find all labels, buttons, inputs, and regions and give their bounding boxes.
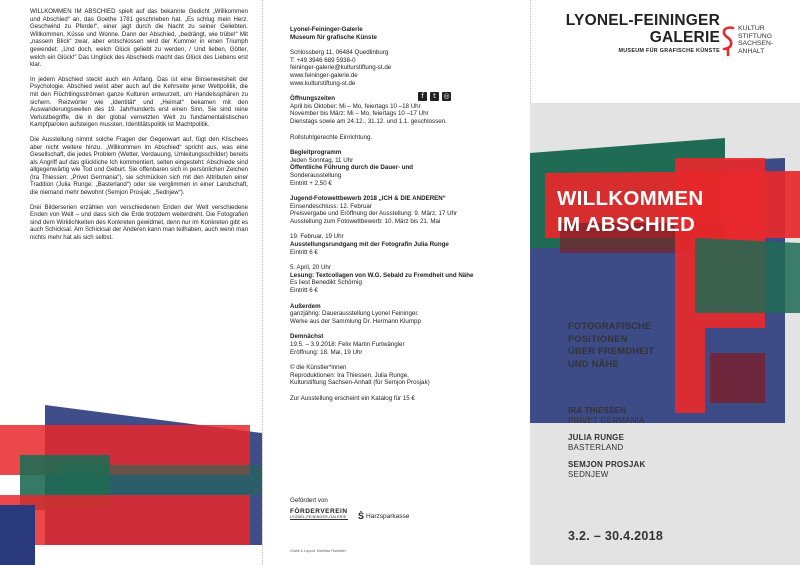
intro-paragraph: In jedem Abschied steckt auch ein Anfang. Das ist eine Binsenweisheit der Psychologie. Abschied weist aber auch auf die Kehrseite jener Weltpolitik, die mit den Flüchtlingsströmen ganze Kulturen entwurzelt, um Handelssphären zu sichern. Reizwörter wie „Identität“ und „Heimat“ bekamen mit den Auswanderungswellen des 19. Jahrhunderts erst einen Sinn. Sie sind reine Verlustbegriffe, die in der global vernetzten Welt zu fundamentalistischen Kampfparolen aufsteigen mussten. Identitätspolitik ist Machtpolitik. xyxy=(30,75,248,129)
catalog-note: Zur Ausstellung erscheint ein Katalog für 15 € xyxy=(290,394,415,402)
foerderverein-logo xyxy=(290,508,348,520)
event-tour: 19. Februar, 19 Uhr Ausstellungsrundgang mit der Fotografin Julia Runge Eintritt 6 € xyxy=(290,233,449,256)
layout-credit: Grafik & Layout: Matthias Rastatter xyxy=(290,549,346,553)
event-reading: 5. April, 20 Uhr Lesung: Textcollagen von W.G. Sebald zu Fremdheit und Nähe Es liest Benedikt Schörnig Eintritt 6 € xyxy=(290,264,474,295)
exhibition-title: WILLKOMMEN IM ABSCHIED xyxy=(557,187,704,236)
program-block: Begleitprogramm Jeden Sonntag, 11 Uhr Öffentliche Führung durch die Dauer- und Sonderausstellung Eintritt + 2,50 € xyxy=(290,149,414,187)
social-icons xyxy=(418,92,451,101)
gallery-logo xyxy=(565,12,720,54)
intro-text xyxy=(30,8,248,249)
twitter-icon[interactable]: t xyxy=(430,92,439,101)
accessibility-note: Rollstuhlgerechte Einrichtung. xyxy=(290,133,373,141)
website-link[interactable]: www.kulturstiftung-st.de xyxy=(290,79,356,87)
intro-paragraph: WILLKOMMEN IM ABSCHIED spielt auf das bekannte Gedicht „Willkommen und Abschied“ an, das Goethe 1781 geschrieben hat. „Es schlug mein Herz. Geschwind zu Pferde!“, einer jagt durch die Nacht zu seiner Geliebten. Willkommen, Küsse und Wonne. Dann der Abschied, „bedrängt, wie trübe!“ Mit „nassem Blick“ zwar, aber entschlossen wird der Kummer in einen Triumph gewendet: „Und doch, welch Glück geliebt zu werden, / Und lieben, Götter, welch ein Glück!“ Das Unglück des Abschieds macht das Glück des Liebens erst klar. xyxy=(30,8,248,69)
intro-paragraph: Drei Bilderserien erzählen von verschiedenen Enden der Welt verschiedene Enden von Welt – und dass sich die Erde trotzdem weiterdreht. Die Fotografien sind dem Wirklichkeiten des Konkreten gewidmet, denn nur im Konkreten gibt es auch Schicksal. Am Schicksal der Anderen kann man teilhaben, auch wenn man nichts mehr hat als sich selbst. xyxy=(30,203,248,242)
artist-name: JULIA RUNGE xyxy=(568,433,625,442)
gallery-name-line1: LYONEL-FEININGER xyxy=(565,12,720,29)
gallery-name-line2: GALERIE xyxy=(649,29,720,46)
artist-name: IRA THIESSEN xyxy=(568,406,627,415)
sparkasse-icon: Ṡ xyxy=(358,511,365,521)
exhibition-subtitle: FOTOGRAFISCHE POSITIONEN ÜBER FREMDHEIT UND NÄHE xyxy=(568,321,655,369)
sponsored-by-label: Gefördert von xyxy=(290,497,328,504)
series-title: PRIVET GERMANIA xyxy=(568,416,645,425)
museum-name: Lyonel-Feininger-Galerie Museum für grafische Künste xyxy=(290,26,377,41)
decorative-shapes-left xyxy=(0,395,262,565)
youth-contest-block: Jugend-Fotowettbewerb 2018 „ICH & DIE ANDEREN“ Einsendeschluss: 12. Februar Preisvergabe und Eröffnung der Ausstellung: 9. März, 17 Uhr Ausstellung zum Fotowettbewerb: 10. März bis 21. Mai xyxy=(290,195,458,225)
series-title: BASTERLAND xyxy=(568,443,624,452)
info-column xyxy=(290,26,518,411)
upcoming-block: Demnächst 19.5. – 3.9.2018: Felix Martin Furtwängler Eröffnung: 18. Mai, 19 Uhr xyxy=(290,333,405,356)
artist-entry xyxy=(568,460,645,480)
kulturstiftung-name: KULTUR STIFTUNG SACHSEN- ANHALT xyxy=(738,25,774,55)
fold-line xyxy=(262,0,263,565)
series-title: SEDNJEW xyxy=(568,470,609,479)
rights-block: © die Künstler*innen Reproduktionen: Ira Thiessen, Julia Runge, Kulturstiftung Sachsen-Anhalt (für Semjon Prosjak) xyxy=(290,364,430,387)
artist-entry xyxy=(568,433,624,453)
contact-block: Schlossberg 11, 06484 Quedlinburg T: +49 3946 689 5938-0 feininger-galerie@kulturstiftung-st.de www.feininger-galerie.de www.kulturstiftung-st.de xyxy=(290,49,518,87)
kulturstiftung-icon xyxy=(720,25,736,57)
foerderverein-name: FÖRDERVEREIN xyxy=(290,508,348,515)
intro-paragraph: Die Ausstellung nimmt solche Fragen der Gegenwart auf, fügt den Klischees aber nicht weitere hinzu. „Willkommen im Abschied“ spricht aus, was eine Gesellschaft, die jedes Problem (Wetter, Verdauung, Umleitungsschilder) bereits als Angriff auf das glückliche Ich kommentiert, selten eingesteht: Abschiede sind allgegenwärtig wie Tod und Geburt. Sie offenbaren sich in persönlichen Zeichen (Ira Thiessen: „Privet Germania“), sie schmücken sich mit den Attributen einer Tradition (Julia Runge: „Basterland“) oder sie verglimmen in einer Landschaft, die niemand mehr bewohnt (Semjon Prosjak: „Sednjew“). xyxy=(30,135,248,197)
instagram-icon[interactable]: ◎ xyxy=(443,92,450,100)
exhibition-dates: 3.2. – 30.4.2018 xyxy=(568,529,664,543)
also-block: Außerdem ganzjährig: Dauerausstellung Lyonel Feininger. Werke aus der Sammlung Dr. Hermann Klumpp xyxy=(290,302,421,325)
artist-name: SEMJON PROSJAK xyxy=(568,460,646,469)
artist-entry xyxy=(568,406,645,426)
harzsparkasse-name: Harzsparkasse xyxy=(366,512,410,520)
foerderverein-subtitle: LYONEL-FEININGER-GALERIE xyxy=(290,515,347,519)
gallery-subtitle: MUSEUM FÜR GRAFISCHE KÜNSTE xyxy=(618,48,720,54)
email-link[interactable]: feininger-galerie@kulturstiftung-st.de xyxy=(290,64,392,72)
opening-hours: Öffnungszeiten April bis Oktober: Mi – Mo, feiertags 10 –18 Uhr November bis März: Mi – Mo, feiertags 10 –17 Uhr Dienstags sowie am 24.12., 31.12. und 1.1. geschlossen. xyxy=(290,95,447,125)
website-link[interactable]: www.feininger-galerie.de xyxy=(290,71,358,79)
facebook-icon[interactable]: f xyxy=(418,92,427,101)
harzsparkasse-logo xyxy=(358,511,409,521)
